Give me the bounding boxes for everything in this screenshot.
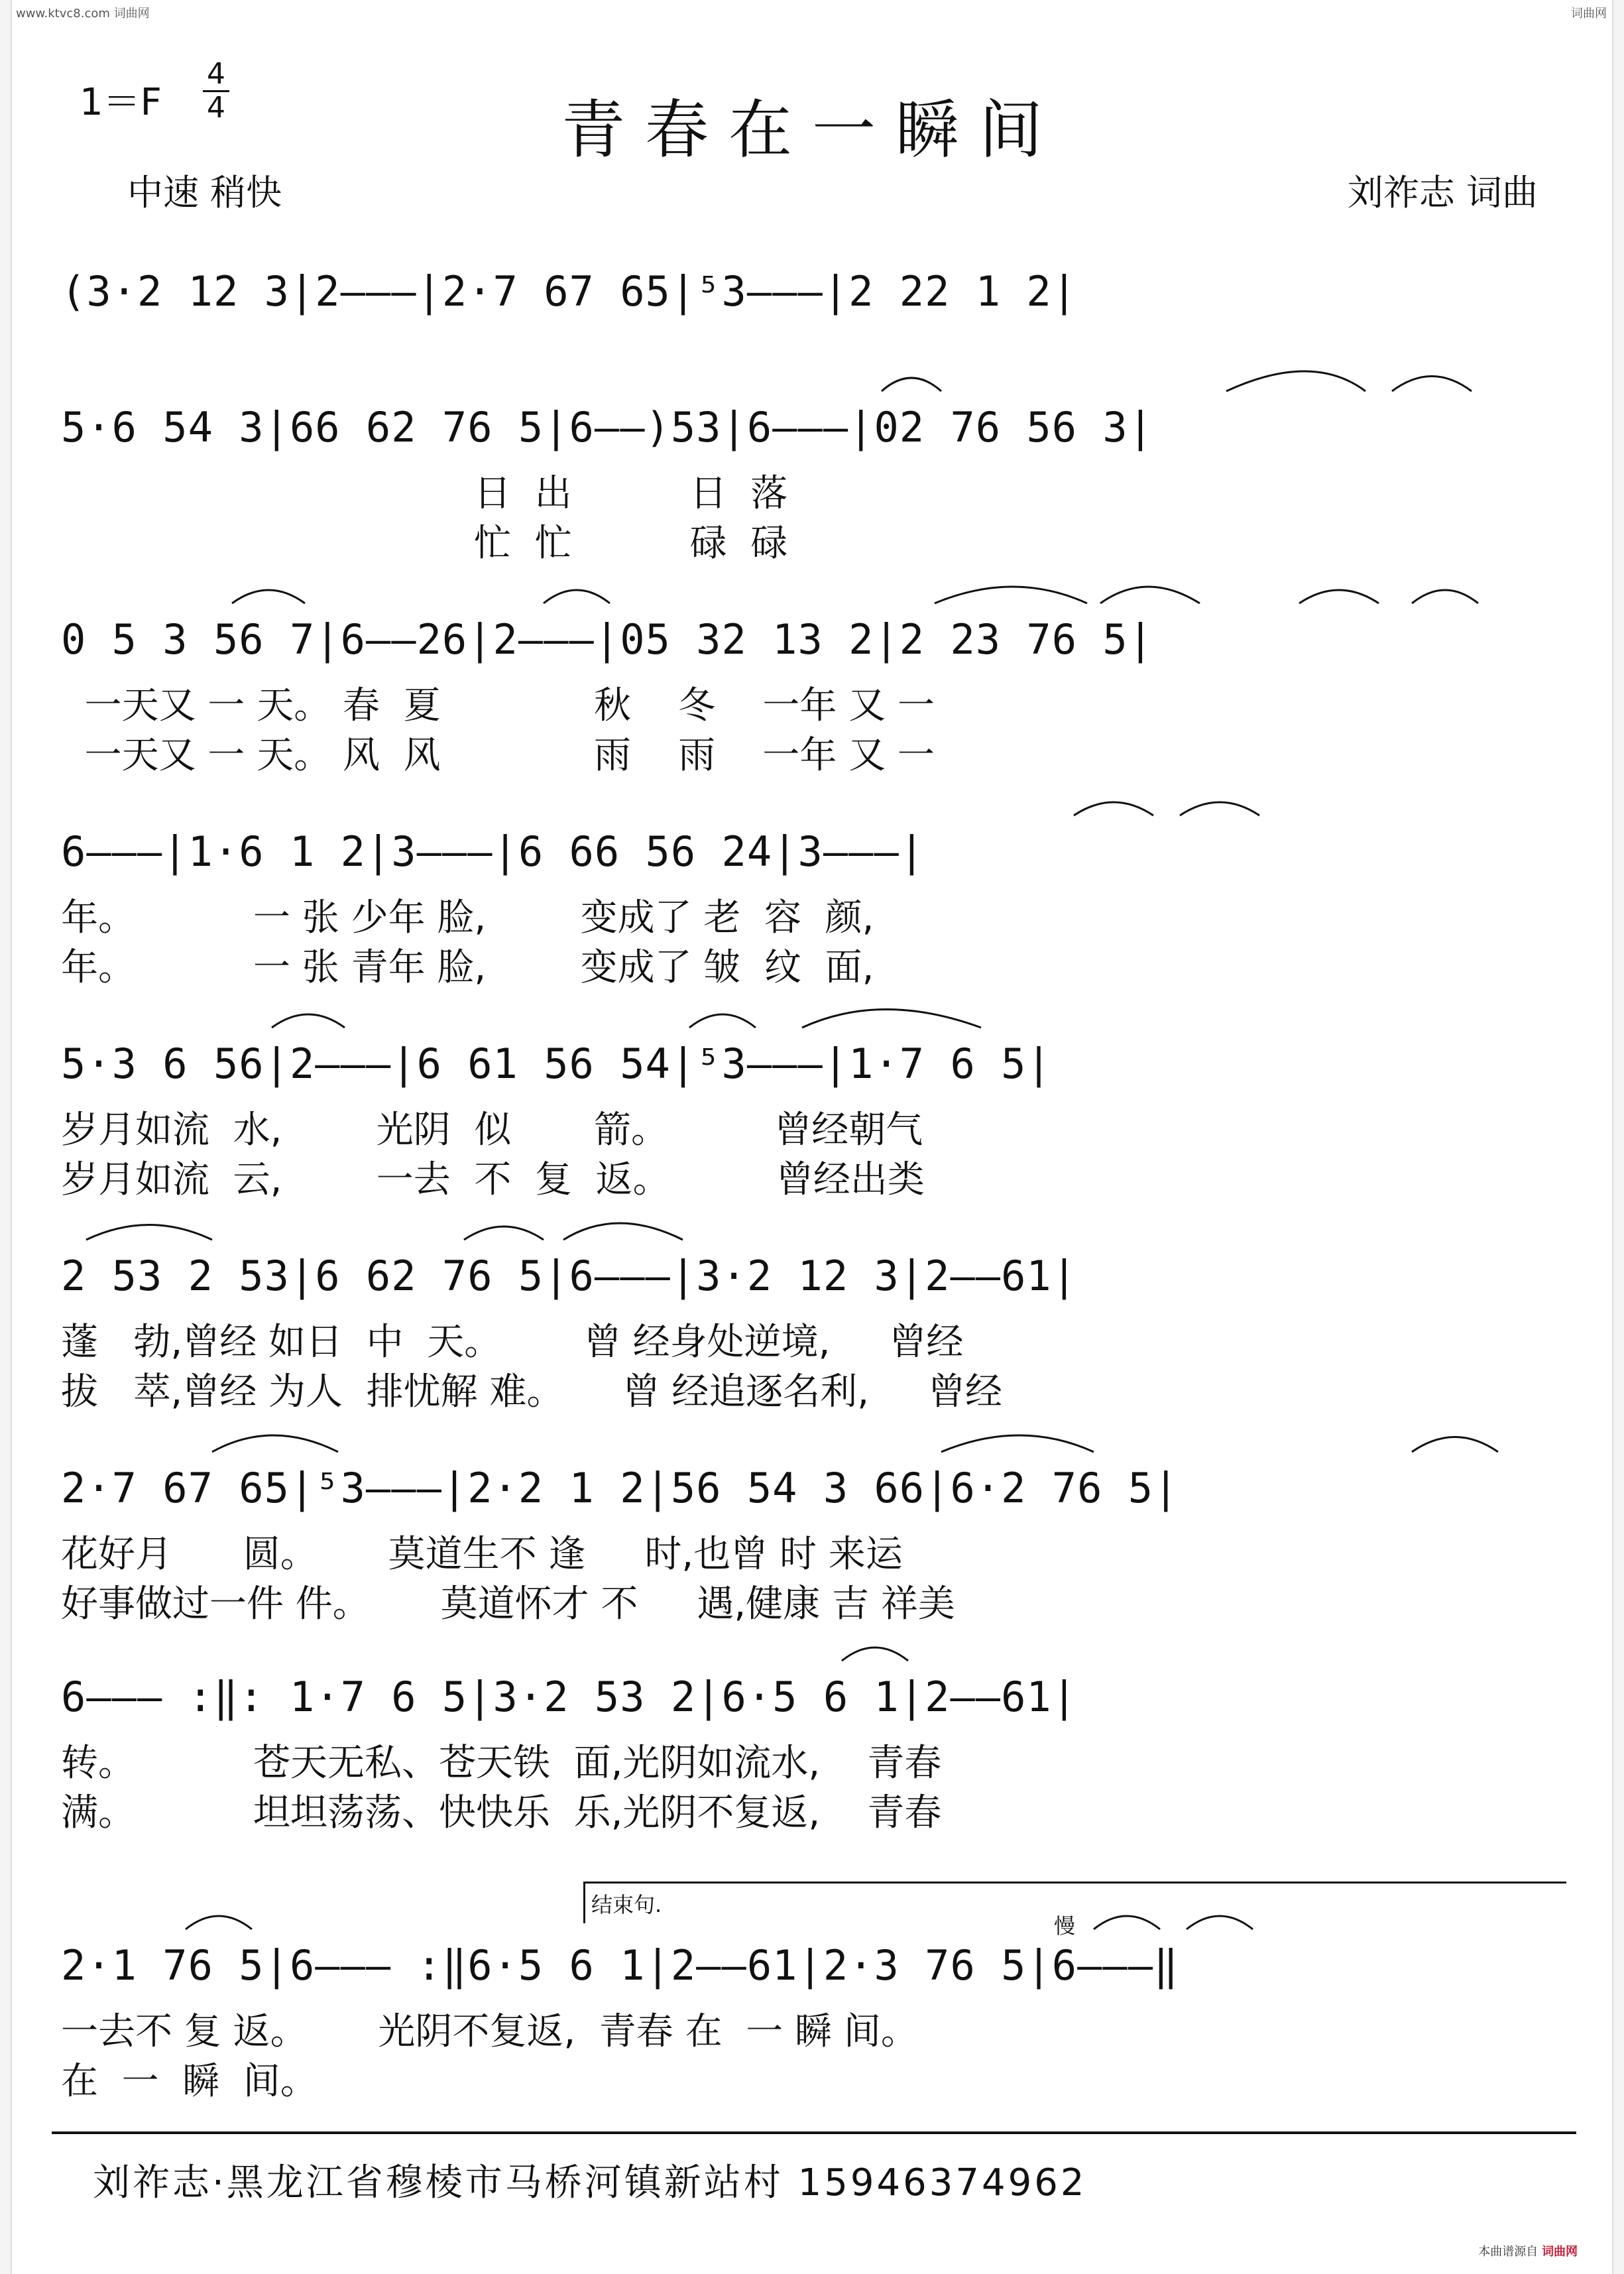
notation-line: (3·2 12 3|2———|2·7 67 65|⁵3———|2 22 1 2| (61, 267, 1078, 316)
slur (802, 1010, 981, 1028)
key-signature: 1＝F (80, 81, 162, 124)
lyric-verse-2: 岁月如流 云, 一去 不 复 返。 曾经出类 (61, 1158, 925, 1201)
slur (86, 1225, 212, 1240)
lyric-verse-1: 年。 一 张 少年 脸, 变成了 老 容 颜, (61, 896, 874, 939)
slur (212, 1435, 338, 1452)
notation-line: 5·3 6 56|2———|6 61 56 54|⁵3———|1·7 6 5| (61, 1040, 1052, 1088)
slur (272, 1014, 345, 1028)
slur (1187, 1916, 1253, 1929)
notation-line: 2·7 67 65|⁵3———|2·2 1 2|56 54 3 66|6·2 76 5| (61, 1464, 1179, 1512)
slur (1074, 802, 1153, 815)
slur (1412, 1437, 1498, 1453)
slur (544, 590, 610, 603)
source-credit (1478, 2242, 1578, 2259)
slur (1094, 1916, 1160, 1929)
lyric-verse-2: 满。 坦坦荡荡、快快乐 乐,光阴不复返, 青春 (61, 1791, 942, 1834)
slur (941, 1435, 1094, 1452)
lyric-verse-2: 拔 萃,曾经 为人 排忧解 难。 曾 经追逐名利, 曾经 (61, 1370, 1003, 1413)
tempo-marking: 中速 稍快 (127, 172, 282, 213)
lyric-verse-1: 一天又 一 天。 春 夏 秋 冬 一年 又 一 (61, 684, 935, 727)
slur (1180, 802, 1259, 815)
slur (464, 1227, 544, 1240)
slur (689, 1014, 756, 1028)
source-brand: 词曲网 (1542, 2245, 1578, 2259)
composer-credit: 刘祚志 词曲 (1347, 172, 1538, 213)
notation-line: 0 5 3 56 7|6——26|2———|05 32 13 2|2 23 76 5| (61, 615, 1154, 664)
slur (882, 378, 941, 391)
source-text: 本曲谱源自 (1478, 2245, 1538, 2259)
slow-mark: 慢 (1054, 1913, 1076, 1939)
lyric-verse-2: 好事做过一件 件。 莫道怀才 不 遇,健康 吉 祥美 (61, 1583, 955, 1626)
notation-line: 2·1 76 5|6——— :‖6·5 6 1|2——61|2·3 76 5|6———‖ (61, 1941, 1179, 1990)
lyric-verse-1: 花好月 圆。 莫道生不 逢 时,也曾 时 来运 (61, 1533, 903, 1576)
slur (232, 590, 305, 603)
lyric-verse-1: 蓬 勃,曾经 如日 中 天。 曾 经身处逆境, 曾经 (61, 1321, 964, 1364)
lyric-verse-2: 一天又 一 天。 风 风 雨 雨 一年 又 一 (61, 734, 935, 777)
slur (1100, 587, 1200, 603)
footer-divider (52, 2131, 1576, 2134)
site-watermark-right: 词曲网 (1571, 7, 1607, 21)
notation-line: 2 53 2 53|6 62 76 5|6———|3·2 12 3|2——61| (61, 1252, 1078, 1300)
lyric-verse-1: 一去不 复 返。 光阴不复返, 青春 在 一 瞬 间。 (61, 2010, 918, 2053)
meter-top: 4 (207, 57, 225, 91)
site-watermark-left: www.ktvc8.com 词曲网 (16, 7, 150, 21)
notation-line: 6——— :‖: 1·7 6 5|3·2 53 2|6·5 6 1|2——61| (61, 1673, 1078, 1721)
lyric-verse-2: 在 一 瞬 间。 (61, 2060, 318, 2103)
song-title: 青春在一瞬间 (561, 93, 1063, 167)
slur (1392, 377, 1472, 392)
slur (1412, 590, 1478, 603)
notation-line: 6———|1·6 1 2|3———|6 66 56 24|3———| (61, 827, 925, 876)
lyric-verse-1: 岁月如流 水, 光阴 似 箭。 曾经朝气 (61, 1108, 923, 1152)
contact-footer: 刘祚志·黑龙江省穆棱市马桥河镇新站村 15946374962 (93, 2161, 1087, 2204)
slur (1299, 590, 1379, 603)
ending-label: 结束句. (591, 1892, 662, 1917)
lyric-verse-2: 年。 一 张 青年 脸, 变成了 皱 纹 面, (61, 946, 874, 989)
slur (186, 1916, 252, 1929)
notation-line: 5·6 54 3|66 62 76 5|6——)53|6———|02 76 56 3| (61, 403, 1154, 451)
slur (935, 587, 1087, 603)
slur (1226, 371, 1365, 391)
lyric-verse-1: 日 出 日 落 (61, 472, 788, 515)
lyric-verse-2: 忙 忙 碌 碌 (61, 522, 788, 565)
meter-bottom: 4 (203, 90, 229, 124)
lyric-verse-1: 转。 苍天无私、苍天铁 面,光阴如流水, 青春 (61, 1742, 942, 1785)
slur (563, 1223, 683, 1240)
slur (842, 1647, 908, 1661)
